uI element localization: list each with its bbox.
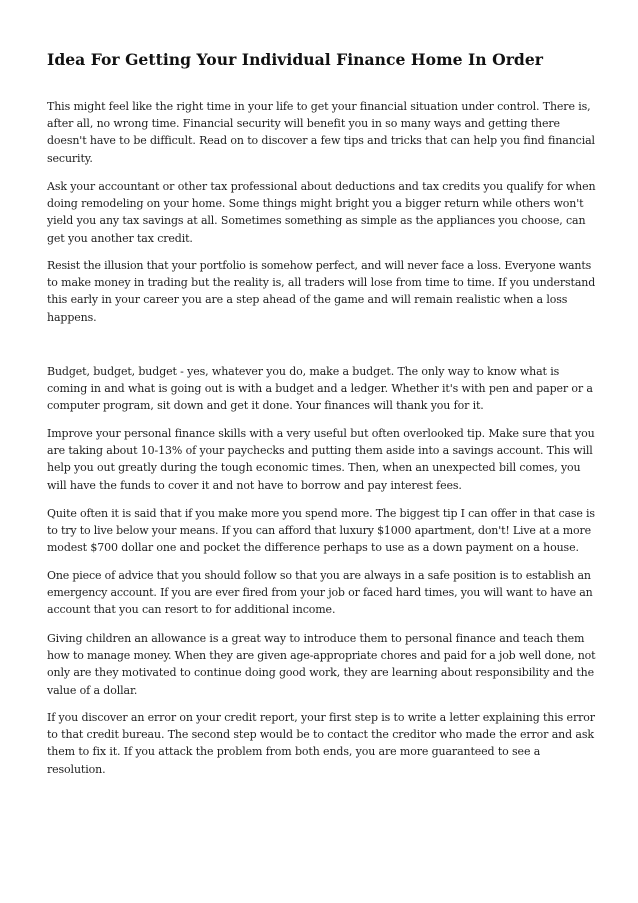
text-line: This might feel like the right time in your life to get your financial situation under control. There is, — [47, 100, 591, 113]
paragraph-spending — [47, 505, 595, 557]
text-line: will have the funds to cover it and not have to borrow and pay interest fees. — [47, 478, 462, 492]
text-line: happens. — [47, 310, 97, 324]
text-line: to that credit bureau. The second step would be to contact the creditor who made the error and ask — [47, 728, 594, 742]
text-line: Giving children an allowance is a great way to introduce them to personal finance and teach them — [47, 632, 585, 645]
text-line: coming in and what is going out is with a budget and a ledger. Whether it's with pen and paper or a — [47, 382, 593, 396]
paragraph-portfolio — [47, 257, 595, 326]
paragraph-allowance — [47, 630, 595, 699]
paragraph-credit-report — [47, 709, 595, 778]
text-line: security. — [47, 151, 93, 165]
paragraph-tax-credits — [47, 178, 595, 247]
text-line: get you another tax credit. — [47, 231, 193, 245]
text-line: how to manage money. When they are given age-appropriate chores and paid for a job well done, not — [47, 649, 596, 663]
text-line: Resist the illusion that your portfolio is somehow perfect, and will never face a loss. Everyone wants — [47, 259, 592, 272]
text-line: them to fix it. If you attack the problem from both ends, you are more guaranteed to see a — [47, 745, 541, 759]
text-line: only are they motivated to continue doing good work, they are learning about responsibility and the — [47, 666, 595, 680]
text-line: to make money in trading but the reality is, all traders will lose from time to time. If you understand — [47, 276, 596, 290]
text-line: One piece of advice that you should follow so that you are always in a safe position is to establish an — [47, 569, 591, 582]
text-line: doing remodeling on your home. Some things might bright you a bigger return while others won't — [47, 197, 584, 211]
paragraph-intro — [47, 98, 595, 167]
text-line: If you discover an error on your credit report, your first step is to write a letter explaining this error — [47, 711, 595, 724]
text-line: are taking about 10-13% of your paychecks and putting them aside into a savings account. This will — [47, 444, 593, 458]
text-line: Improve your personal finance skills with a very useful but often overlooked tip. Make sure that you — [47, 427, 595, 440]
text-line: computer program, sit down and get it done. Your finances will thank you for it. — [47, 399, 484, 413]
text-line: Ask your accountant or other tax professional about deductions and tax credits you qualify for when — [47, 180, 596, 193]
text-line: doesn't have to be difficult. Read on to discover a few tips and tricks that can help you find financial — [47, 134, 595, 148]
text-line: account that you can resort to for additional income. — [47, 603, 336, 617]
text-line: resolution. — [47, 762, 106, 776]
paragraph-budget — [47, 363, 595, 415]
text-line: yield you any tax savings at all. Sometimes something as simple as the appliances you choose, can — [47, 214, 586, 228]
text-line: after all, no wrong time. Financial security will benefit you in so many ways and getting there — [47, 117, 560, 131]
text-line: help you out greatly during the tough economic times. Then, when an unexpected bill comes, you — [47, 461, 581, 475]
text-line: value of a dollar. — [47, 683, 138, 697]
paragraph-savings — [47, 425, 595, 494]
text-line: this early in your career you are a step ahead of the game and will remain realistic when a loss — [47, 293, 568, 307]
text-line: Budget, budget, budget - yes, whatever you do, make a budget. The only way to know what is — [47, 365, 560, 378]
text-line: to try to live below your means. If you can afford that luxury $1000 apartment, don't! Live at a more — [47, 524, 591, 538]
paragraph-emergency — [47, 567, 595, 619]
text-line: Quite often it is said that if you make more you spend more. The biggest tip I can offer in that case is — [47, 507, 595, 520]
text-line: modest $700 dollar one and pocket the difference perhaps to use as a down payment on a house. — [47, 541, 579, 555]
text-line: emergency account. If you are ever fired from your job or faced hard times, you will want to have an — [47, 586, 593, 600]
page-title: Idea For Getting Your Individual Finance Home In Order — [47, 50, 544, 69]
